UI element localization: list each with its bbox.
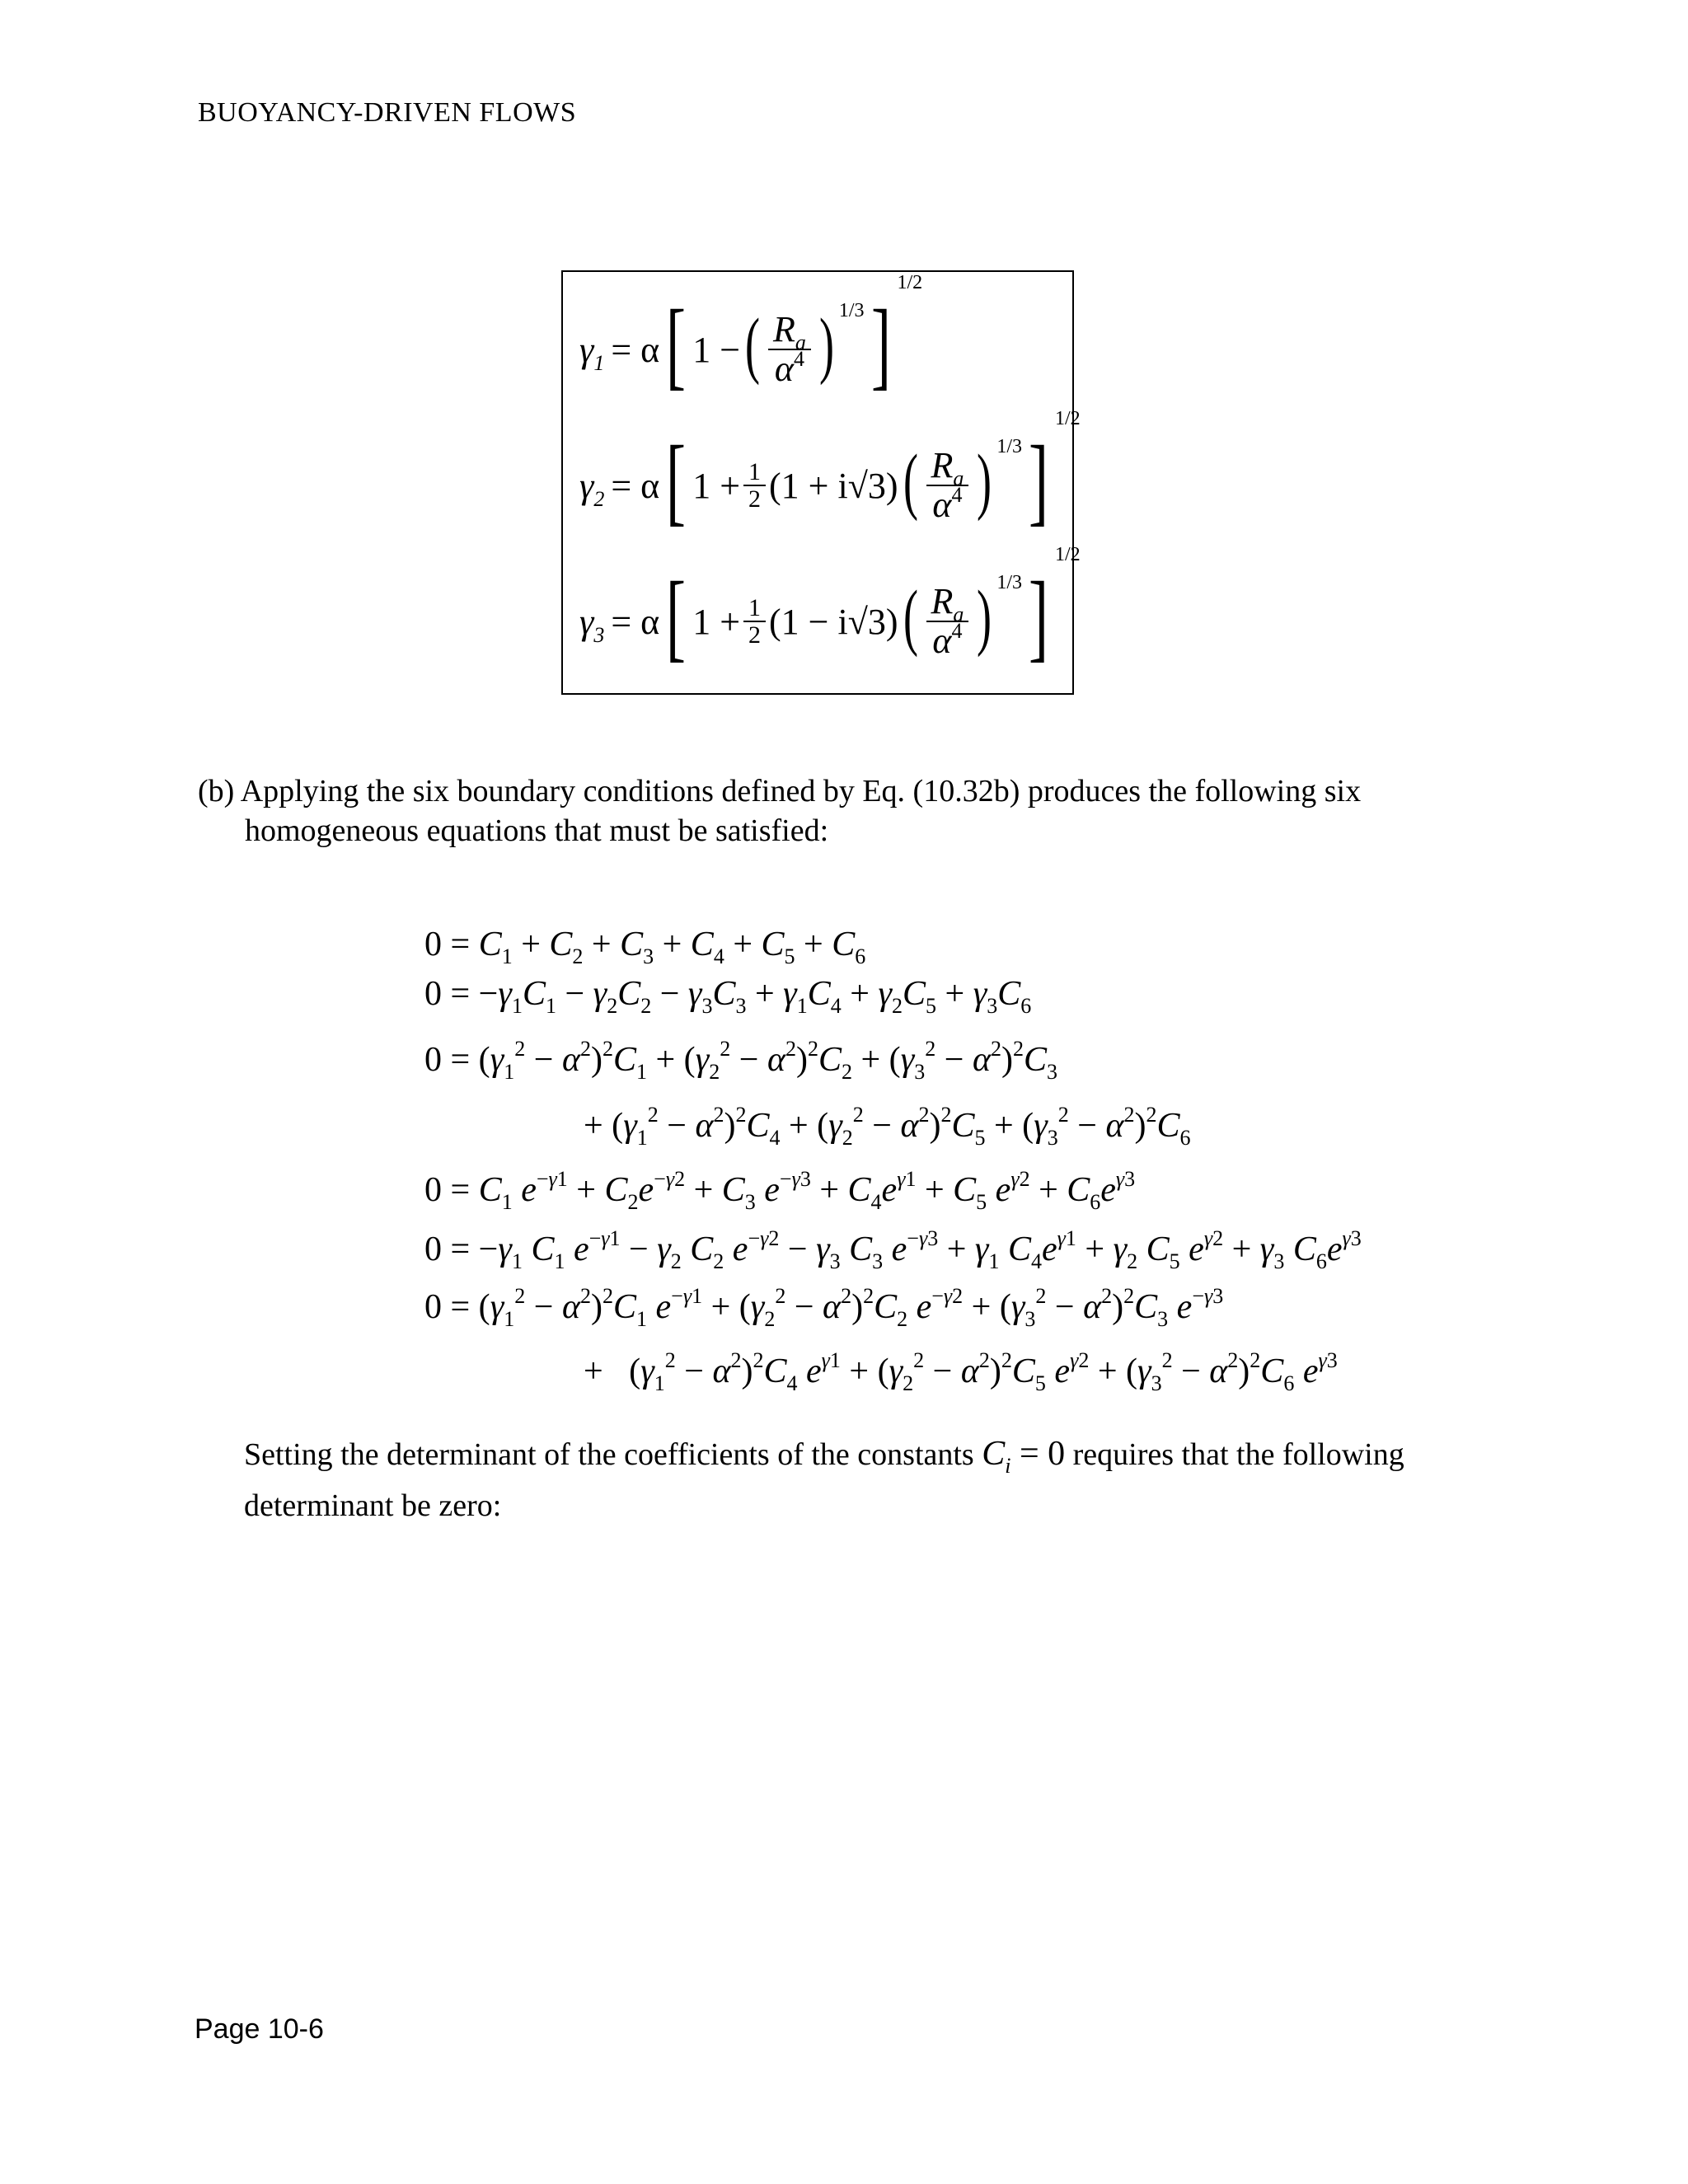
gamma3-symbol: $\gamma_3$ bbox=[579, 601, 605, 647]
equals-alpha: = α bbox=[611, 465, 660, 506]
outer-exponent: 1/2 bbox=[897, 272, 923, 293]
gamma1-equation bbox=[579, 272, 923, 399]
one-half: $\frac{1}{2}$ bbox=[743, 595, 766, 649]
determinant-paragraph bbox=[244, 1428, 1497, 1531]
part-b-line1: Applying the six boundary conditions defined by Eq. (10.32b) produces the following six bbox=[240, 774, 1362, 808]
gamma1-symbol: $\gamma_1$ bbox=[579, 329, 605, 375]
left-paren: ( bbox=[745, 304, 761, 386]
one-minus: 1 − bbox=[692, 329, 741, 370]
outer-exponent: 1/2 bbox=[1055, 408, 1081, 429]
one-plus: 1 + bbox=[692, 601, 741, 642]
ra-over-alpha4: $\frac{R_a}{\alpha^4}$ bbox=[926, 447, 969, 524]
equation-row-6-continued: + $(\gamma_1^2 - \alpha^2)^2C_4$ $e^{\gamma 1} + (\gamma_2^2 - \alpha^2)^2C_5$ $e^{\gamma 2} + (\gamma_3^2 - \alpha^2)^2C_6$ $e^{\gamma 3}$ bbox=[584, 1348, 1338, 1395]
running-header: BUOYANCY-DRIVEN FLOWS bbox=[198, 97, 577, 128]
ra-over-alpha4: $\frac{R_a}{\alpha^4}$ bbox=[768, 311, 811, 388]
one-plus: 1 + bbox=[692, 465, 741, 506]
equation-row-5: $0 = -\gamma_1$ $C_1$ $e^{-\gamma 1} - \gamma_2$ $C_2$ $e^{-\gamma 2} - \gamma_3$ $C_3$ $e^{-\gamma 3} + \gamma_1$ $C_4e^{\gamma 1} + \gamma_2$ $C_5$ $e^{\gamma 2} + \gamma_3$ $C_6e^{\gamma 3}$ bbox=[424, 1226, 1362, 1273]
inner-exponent: 1/3 bbox=[996, 436, 1023, 457]
right-bracket: ] bbox=[1029, 425, 1049, 535]
gamma-definitions-box bbox=[561, 270, 1081, 695]
equation-row-2: $0 = -\gamma_1C_1 - \gamma_2C_2 - \gamma_3C_3 + \gamma_1C_4 + \gamma_2C_5 + \gamma_3C_6$ bbox=[424, 975, 1032, 1018]
ci-equals-zero: $C_i = 0$ bbox=[982, 1435, 1066, 1478]
determinant-line2: determinant be zero: bbox=[244, 1488, 502, 1523]
gamma3-equation bbox=[579, 544, 1081, 671]
left-paren: ( bbox=[903, 440, 918, 522]
complex-factor: (1 − i√3) bbox=[769, 601, 898, 642]
part-b-line2: homogeneous equations that must be satisfied: bbox=[245, 813, 829, 848]
gamma2-equation bbox=[579, 408, 1081, 535]
equation-row-6: $0 = (\gamma_1^2 - \alpha^2)^2C_1$ $e^{-\gamma 1} + (\gamma_2^2 - \alpha^2)^2C_2$ $e^{-\gamma 2} + (\gamma_3^2 - \alpha^2)^2C_3$ $e^{-\gamma 3}$ bbox=[424, 1284, 1224, 1331]
gamma2-symbol: $\gamma_2$ bbox=[579, 465, 605, 511]
determinant-line1-after: requires that the following bbox=[1072, 1437, 1404, 1472]
part-b-label: (b) bbox=[198, 774, 235, 808]
left-bracket: [ bbox=[666, 561, 687, 671]
ra-over-alpha4: $\frac{R_a}{\alpha^4}$ bbox=[926, 583, 969, 660]
one-half: $\frac{1}{2}$ bbox=[743, 459, 766, 513]
left-bracket: [ bbox=[666, 289, 687, 399]
outer-exponent: 1/2 bbox=[1055, 544, 1081, 565]
part-b-paragraph bbox=[198, 771, 1484, 851]
equals-alpha: = α bbox=[611, 329, 660, 370]
equals-alpha: = α bbox=[611, 601, 660, 642]
right-paren: ) bbox=[977, 576, 992, 658]
right-bracket: ] bbox=[870, 289, 891, 399]
equation-row-4: $0 = C_1$ $e^{-\gamma 1} + C_2e^{-\gamma 2} + C_3$ $e^{-\gamma 3} + C_4e^{\gamma 1} + C_5$ $e^{\gamma 2} + C_6e^{\gamma 3}$ bbox=[424, 1167, 1136, 1214]
inner-exponent: 1/3 bbox=[838, 300, 865, 321]
equation-row-1: $0 = C_1 + C_2 + C_3 + C_4 + C_5 + C_6$ bbox=[424, 926, 866, 968]
equation-row-3-continued: + $(\gamma_1^2 - \alpha^2)^2C_4 + (\gamma_2^2 - \alpha^2)^2C_5 + (\gamma_3^2 - \alpha^2)^2C_6$ bbox=[584, 1103, 1191, 1150]
equation-row-3: $0 = (\gamma_1^2 - \alpha^2)^2C_1 + (\gamma_2^2 - \alpha^2)^2C_2 + (\gamma_3^2 - \alpha^2)^2C_3$ bbox=[424, 1037, 1057, 1084]
determinant-line1-before: Setting the determinant of the coefficients of the constants bbox=[244, 1437, 974, 1472]
right-paren: ) bbox=[818, 304, 834, 386]
right-paren: ) bbox=[977, 440, 992, 522]
inner-exponent: 1/3 bbox=[996, 572, 1023, 593]
left-bracket: [ bbox=[666, 425, 687, 535]
left-paren: ( bbox=[903, 576, 918, 658]
complex-factor: (1 + i√3) bbox=[769, 465, 898, 506]
right-bracket: ] bbox=[1029, 561, 1049, 671]
page-number: Page 10-6 bbox=[195, 2013, 324, 2045]
